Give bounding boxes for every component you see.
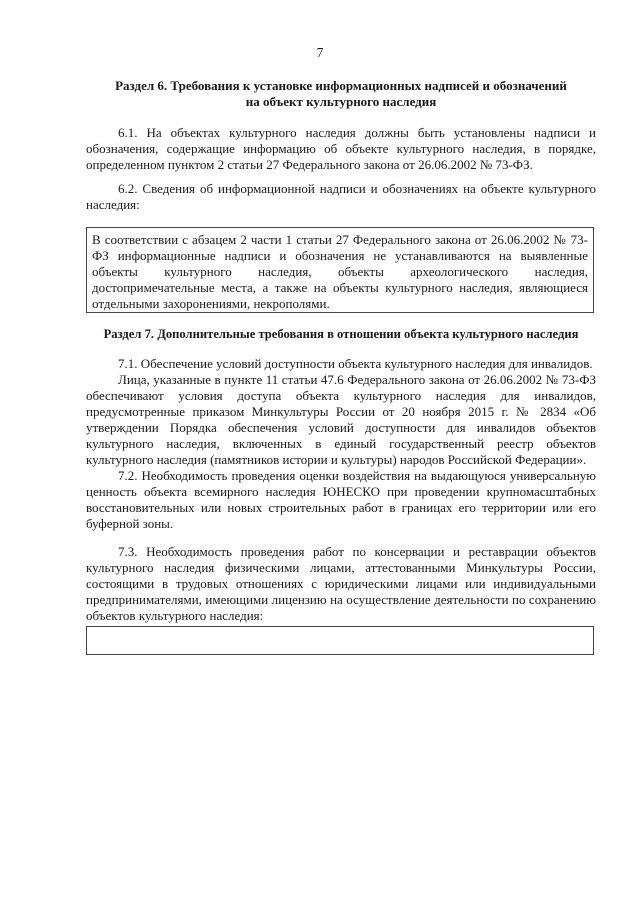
- paragraph-7-3-text: 7.3. Необходимость проведения работ по консервации и реставрации объектов культурного наследия физическими лицами, аттестованными Минкультуры России, состоящими в трудовых отношениях с юридическими лицами или индивидуальными предпринимателями, имеющими лицензию на осуществление деятельности по сохранению объектов культурного наследия:: [86, 544, 596, 623]
- info-inscription-box-text: В соответствии с абзацем 2 части 1 статьи 27 Федерального закона от 26.06.2002 № 73-ФЗ информационные надписи и обозначения не устанавливаются на выявленные объекты культурного наследия, объекты археологического наследия, достопримечательные места, а также на объекты культурного наследия, являющиеся отдельными захоронениями, некрополями.: [92, 232, 588, 311]
- paragraph-6-1-text: 6.1. На объектах культурного наследия должны быть установлены надписи и обозначения, содержащие информацию об объекте культурного наследия, в порядке, определенном пунктом 2 статьи 27 Федерального закона от 26.06.2002 № 73-ФЗ.: [86, 125, 596, 172]
- section-7-title: Раздел 7. Дополнительные требования в отношении объекта культурного наследия: [103, 327, 579, 341]
- paragraph-6-1: [86, 125, 596, 173]
- paragraph-7-1-body-text: Лица, указанные в пункте 11 статьи 47.6 Федерального закона от 26.06.2002 № 73-ФЗ обеспечивают условия доступа объекта культурного наследия для инвалидов, предусмотренные приказом Минкультуры России от 20 ноября 2015 г. № 2834 «Об утверждении Порядка обеспечения условий доступности для инвалидов объектов культурного наследия, включенных в единый государственный реестр объектов культурного наследия (памятников истории и культуры) народов Российской Федерации».: [86, 372, 596, 467]
- paragraph-6-2: [86, 181, 596, 213]
- paragraph-7-1-text: 7.1. Обеспечение условий доступности объекта культурного наследия для инвалидов.: [118, 356, 593, 371]
- paragraph-6-2-text: 6.2. Сведения об информационной надписи и обозначениях на объекте культурного наследия:: [86, 181, 596, 212]
- conservation-box-text: [87, 627, 593, 635]
- section-6-title-line-2: на объект культурного наследия: [245, 94, 437, 109]
- paragraph-7-1: [86, 356, 596, 372]
- conservation-box: [86, 626, 594, 655]
- section-6-title: [86, 78, 596, 110]
- page-number: 7: [316, 45, 324, 60]
- paragraph-7-3: [86, 544, 596, 624]
- paragraph-7-2: [86, 468, 596, 532]
- paragraph-7-1-body: [86, 372, 596, 468]
- section-6-title-line-1: Раздел 6. Требования к установке информационных надписей и обозначений: [115, 78, 567, 93]
- paragraph-7-2-text: 7.2. Необходимость проведения оценки воздействия на выдающуюся универсальную ценность объекта всемирного наследия ЮНЕСКО при проведении крупномасштабных восстановительных или новых строительных работ в границах его территории или его буферной зоны.: [86, 468, 596, 531]
- info-inscription-box: [86, 227, 594, 313]
